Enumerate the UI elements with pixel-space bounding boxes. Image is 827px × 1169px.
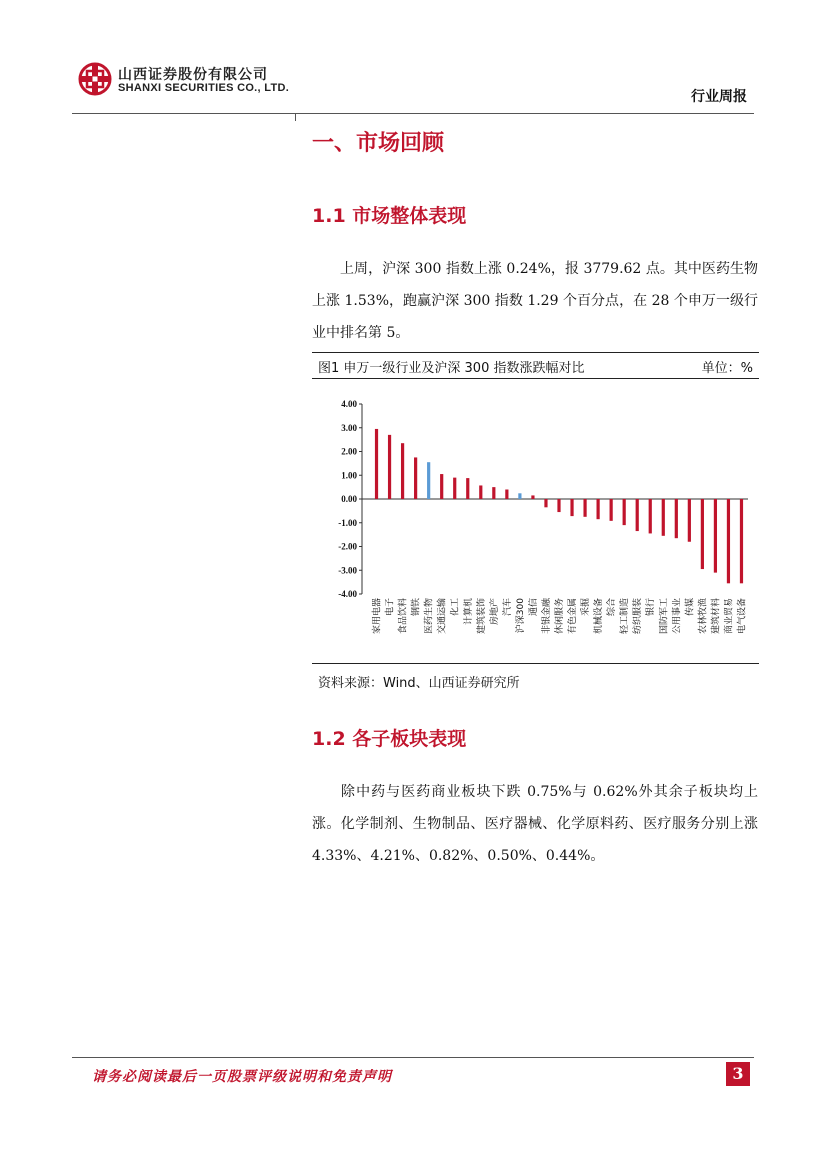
paragraph-text: 除中药与医药商业板块下跌 0.75%与 0.62%外其余子板块均上涨。化学制剂、生物制品、医疗器械、化学原料药、医疗服务分别上涨4.33%、4.21%、0.82%、0.50%、0.44%。	[312, 784, 758, 864]
bar-22	[662, 499, 665, 536]
x-tick-label: 计算机	[463, 598, 474, 626]
bar-16	[583, 499, 586, 517]
bar-6	[453, 478, 456, 499]
x-tick-label: 有色金属	[568, 598, 579, 635]
bar-8	[479, 485, 482, 499]
company-name-en: SHANXI SECURITIES CO., LTD.	[118, 82, 290, 94]
bar-14	[557, 499, 560, 512]
y-tick-label: 2.00	[341, 446, 357, 457]
y-tick-label: -4.00	[338, 589, 357, 599]
x-tick-label: 家用电器	[372, 598, 383, 635]
bar-24	[688, 499, 691, 542]
x-tick-label: 纺织服装	[633, 598, 644, 635]
x-tick-label: 传媒	[685, 598, 696, 617]
y-tick-label: -3.00	[338, 565, 357, 576]
subsection-title-1: 1.1 市场整体表现	[312, 205, 467, 227]
bar-1	[388, 435, 391, 499]
x-tick-label: 电气设备	[737, 598, 748, 635]
figure-header-rule	[312, 378, 759, 379]
x-tick-label: 非银金融	[541, 598, 552, 635]
bar-25	[701, 499, 704, 569]
report-type: 行业周报	[691, 89, 747, 105]
bar-0	[375, 429, 378, 499]
bar-18	[610, 499, 613, 521]
section-title: 一、市场回顾	[312, 131, 445, 156]
disclaimer-note: 请务必阅读最后一页股票评级说明和免责声明	[92, 1069, 392, 1085]
paragraph-market-overview	[312, 253, 758, 349]
x-tick-label: 公用事业	[672, 598, 683, 635]
y-tick-label: 0.00	[341, 494, 357, 504]
page-number: 3	[726, 1062, 750, 1086]
paragraph-subsector	[312, 776, 758, 872]
x-tick-label: 建筑材料	[711, 598, 722, 635]
x-tick-label: 电子	[385, 598, 396, 617]
x-tick-label: 银行	[646, 598, 657, 617]
bar-19	[623, 499, 626, 525]
bar-20	[636, 499, 639, 531]
figure-bottom-rule	[312, 663, 759, 664]
bar-11	[518, 493, 521, 499]
bar-10	[505, 490, 508, 500]
bar-3	[414, 457, 417, 499]
company-name-cn: 山西证券股份有限公司	[118, 67, 268, 83]
x-tick-label: 化工	[450, 598, 461, 617]
company-logo-icon	[78, 62, 112, 96]
bar-7	[466, 478, 469, 499]
bar-9	[492, 487, 495, 499]
x-tick-label: 建筑装饰	[476, 598, 487, 635]
y-tick-label: 1.00	[341, 470, 357, 481]
x-tick-label: 汽车	[502, 598, 513, 617]
y-tick-label: -2.00	[338, 541, 357, 552]
bar-27	[727, 499, 730, 583]
x-tick-label: 采掘	[581, 598, 592, 617]
x-tick-label: 商业贸易	[724, 598, 735, 635]
bar-21	[649, 499, 652, 533]
bar-12	[531, 495, 534, 499]
x-tick-label: 钢铁	[411, 598, 422, 617]
bar-2	[401, 443, 404, 499]
x-tick-label: 医药生物	[424, 598, 435, 635]
header-divider	[72, 113, 754, 114]
subsection-title-2: 1.2 各子板块表现	[312, 728, 467, 750]
figure-unit: 单位：%	[701, 361, 753, 376]
x-tick-label: 国防军工	[659, 598, 670, 635]
bar-26	[714, 499, 717, 573]
figure-top-rule	[312, 352, 759, 353]
x-tick-label: 交通运输	[437, 598, 448, 635]
paragraph-text: 上周，沪深 300 指数上涨 0.24%，报 3779.62 点。其中医药生物上涨 1.53%，跑赢沪深 300 指数 1.29 个百分点，在 28 个申万一级行业中排名第 5。	[312, 261, 758, 341]
y-tick-label: 4.00	[341, 399, 357, 409]
x-tick-label: 食品饮料	[398, 598, 409, 635]
bar-23	[675, 499, 678, 538]
x-tick-label: 通信	[528, 598, 539, 617]
footer-divider	[72, 1057, 754, 1058]
header-divider-tick	[295, 113, 296, 121]
figure-source: 资料来源：Wind、山西证券研究所	[318, 676, 520, 691]
bar-15	[570, 499, 573, 516]
industry-change-bar-chart	[318, 392, 758, 654]
bar-4	[427, 462, 430, 499]
x-tick-label: 房地产	[489, 598, 500, 626]
y-tick-label: -1.00	[338, 517, 357, 528]
x-tick-label: 轻工制造	[620, 598, 631, 635]
bar-13	[544, 499, 547, 507]
x-tick-label: 机械设备	[594, 598, 605, 635]
bar-17	[597, 499, 600, 519]
figure-title: 图1 申万一级行业及沪深 300 指数涨跌幅对比	[318, 361, 585, 376]
y-tick-label: 3.00	[341, 422, 357, 433]
bar-28	[740, 499, 743, 583]
x-tick-label: 沪深300	[515, 598, 526, 634]
bar-5	[440, 474, 443, 499]
x-tick-label: 休闲服务	[555, 598, 565, 635]
x-tick-label: 农林牧渔	[698, 598, 709, 635]
x-tick-label: 综合	[607, 598, 618, 617]
